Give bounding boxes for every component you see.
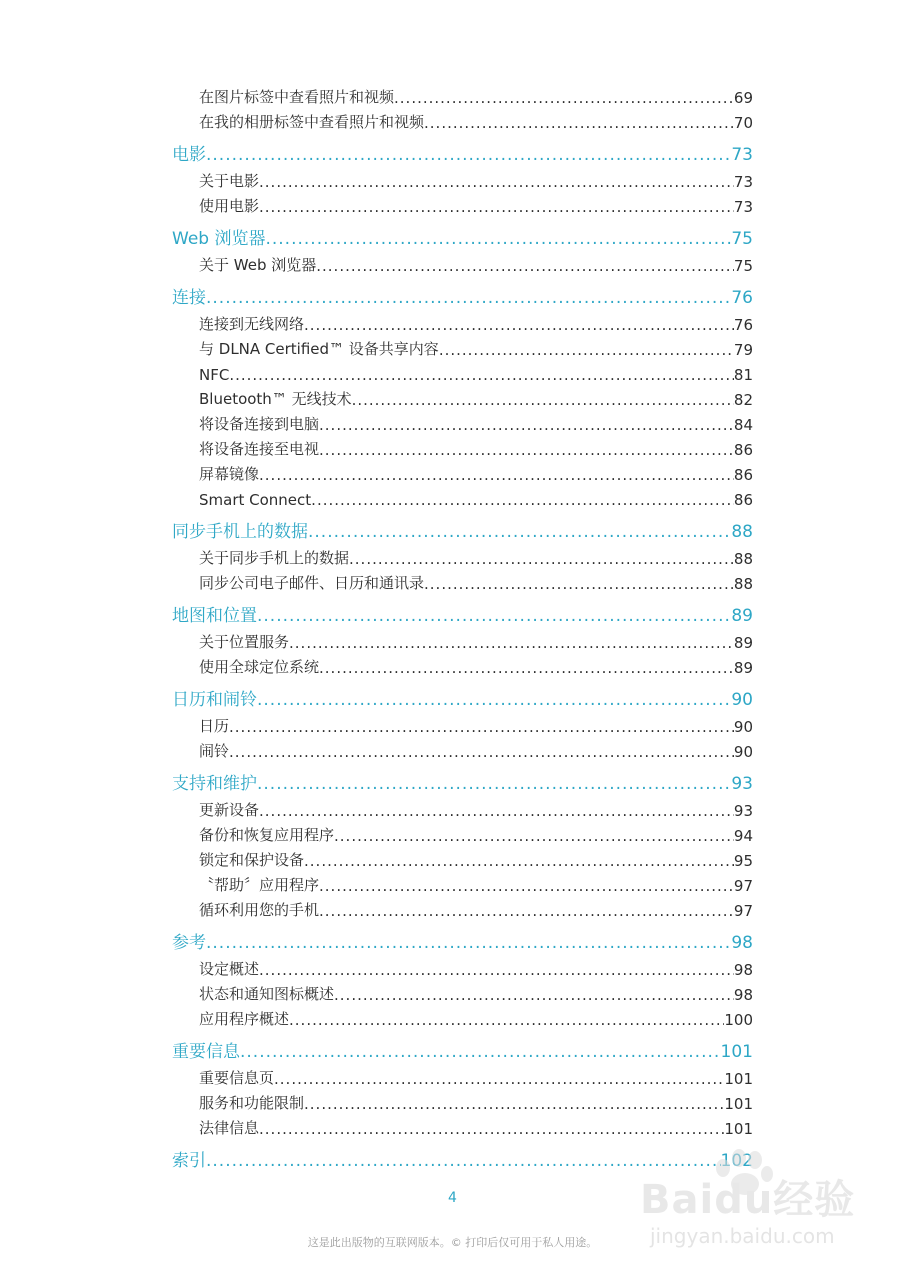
toc-leader-dots <box>334 986 734 1006</box>
toc-entry-label: 重要信息 <box>172 1042 240 1062</box>
toc-leader-dots <box>319 902 734 922</box>
toc-entry-label: Bluetooth™ 无线技术 <box>199 390 352 408</box>
toc-entry-page: 75 <box>733 257 753 275</box>
toc-entry-label: 备份和恢复应用程序 <box>199 826 335 844</box>
watermark-brand: Baidu经验 <box>640 1177 856 1223</box>
toc-leader-dots <box>349 550 734 570</box>
toc-subsection-entry[interactable] <box>0 738 905 763</box>
toc-entry-page: 90 <box>731 690 753 710</box>
toc-leader-dots <box>424 575 734 595</box>
toc-leader-dots <box>311 491 734 511</box>
toc-leader-dots <box>259 802 734 822</box>
toc-leader-dots <box>259 173 734 193</box>
toc-leader-dots <box>240 1042 721 1065</box>
toc-entry-page: 90 <box>733 718 753 736</box>
toc-subsection-entry[interactable] <box>0 654 905 679</box>
toc-entry-label: 关于电影 <box>199 172 260 190</box>
toc-leader-dots <box>304 1095 724 1115</box>
toc-subsection-entry[interactable] <box>0 461 905 486</box>
toc-entry-label: 关于同步手机上的数据 <box>199 549 350 567</box>
toc-entry-page: 93 <box>731 774 753 794</box>
toc-entry-label: 循环利用您的手机 <box>199 901 320 919</box>
toc-leader-dots <box>274 1070 724 1090</box>
toc-entry-label: 将设备连接到电脑 <box>199 415 320 433</box>
toc-section-entry[interactable] <box>0 601 905 629</box>
toc-subsection-entry[interactable] <box>0 1006 905 1031</box>
toc-entry-label: 参考 <box>172 933 206 953</box>
toc-section-entry[interactable] <box>0 283 905 311</box>
toc-entry-label: 在图片标签中查看照片和视频 <box>199 88 395 106</box>
toc-entry-label: 电影 <box>172 145 206 165</box>
toc-section-entry[interactable] <box>0 224 905 252</box>
toc-entry-label: 使用全球定位系统 <box>199 658 320 676</box>
baidu-watermark <box>640 1148 890 1278</box>
toc-entry-page: 97 <box>733 902 753 920</box>
toc-leader-dots <box>206 145 731 168</box>
toc-entry-page: 86 <box>733 491 753 509</box>
toc-leader-dots <box>308 522 731 545</box>
toc-entry-page: 79 <box>733 341 753 359</box>
toc-entry-label: 应用程序概述 <box>199 1010 290 1028</box>
toc-entry-page: 75 <box>731 229 753 249</box>
toc-entry-label: 〝帮助〞应用程序 <box>199 876 320 894</box>
toc-subsection-entry[interactable] <box>0 386 905 411</box>
toc-entry-page: 98 <box>733 986 753 1004</box>
toc-subsection-entry[interactable] <box>0 629 905 654</box>
toc-entry-page: 97 <box>733 877 753 895</box>
toc-entry-label: 在我的相册标签中查看照片和视频 <box>199 113 425 131</box>
toc-subsection-entry[interactable] <box>0 897 905 922</box>
toc-entry-label: 连接到无线网络 <box>199 315 305 333</box>
toc-entry-page: 89 <box>731 606 753 626</box>
toc-leader-dots <box>229 718 734 738</box>
toc-entry-label: 屏幕镜像 <box>199 465 260 483</box>
toc-entry-page: 81 <box>733 366 753 384</box>
toc-subsection-entry[interactable] <box>0 193 905 218</box>
toc-entry-page: 86 <box>733 441 753 459</box>
toc-leader-dots <box>352 391 734 411</box>
toc-subsection-entry[interactable] <box>0 713 905 738</box>
toc-subsection-entry[interactable] <box>0 486 905 511</box>
toc-entry-page: 73 <box>733 198 753 216</box>
toc-entry-page: 88 <box>733 575 753 593</box>
toc-entry-label: 将设备连接至电视 <box>199 440 320 458</box>
toc-entry-label: Web 浏览器 <box>172 229 266 249</box>
toc-entry-page: 101 <box>724 1070 753 1088</box>
toc-entry-label: 闹铃 <box>199 742 230 760</box>
toc-entry-label: 法律信息 <box>199 1119 260 1137</box>
toc-leader-dots <box>289 1011 724 1031</box>
toc-entry-label: 索引 <box>172 1151 206 1171</box>
toc-subsection-entry[interactable] <box>0 797 905 822</box>
toc-leader-dots <box>289 634 734 654</box>
toc-entry-label: 日历和闹铃 <box>172 690 257 710</box>
toc-entry-page: 100 <box>724 1011 753 1029</box>
toc-entry-label: 同步手机上的数据 <box>172 522 308 542</box>
toc-entry-label: 支持和维护 <box>172 774 257 794</box>
toc-leader-dots <box>319 659 734 679</box>
toc-leader-dots <box>304 316 734 336</box>
toc-subsection-entry[interactable] <box>0 822 905 847</box>
toc-leader-dots <box>265 229 731 252</box>
toc-entry-page: 94 <box>733 827 753 845</box>
toc-leader-dots <box>319 877 734 897</box>
toc-entry-page: 73 <box>731 145 753 165</box>
toc-entry-page: 76 <box>731 288 753 308</box>
toc-entry-label: 同步公司电子邮件、日历和通讯录 <box>199 574 425 592</box>
toc-subsection-entry[interactable] <box>0 84 905 109</box>
toc-section-entry[interactable] <box>0 769 905 797</box>
toc-leader-dots <box>334 827 734 847</box>
toc-entry-label: 与 DLNA Certified™ 设备共享内容 <box>199 340 439 358</box>
toc-entry-page: 88 <box>733 550 753 568</box>
toc-leader-dots <box>439 341 734 361</box>
toc-entry-label: 日历 <box>199 717 230 735</box>
toc-entry-page: 82 <box>733 391 753 409</box>
toc-subsection-entry[interactable] <box>0 361 905 386</box>
toc-leader-dots <box>257 690 731 713</box>
toc-leader-dots <box>229 743 734 763</box>
toc-entry-page: 93 <box>733 802 753 820</box>
toc-leader-dots <box>259 466 734 486</box>
toc-entry-label: 更新设备 <box>199 801 260 819</box>
toc-entry-page: 89 <box>733 659 753 677</box>
toc-entry-page: 101 <box>720 1042 753 1062</box>
toc-entry-page: 98 <box>733 961 753 979</box>
toc-leader-dots <box>319 441 734 461</box>
toc-entry-page: 76 <box>733 316 753 334</box>
toc-entry-page: 101 <box>724 1120 753 1138</box>
toc-leader-dots <box>259 198 734 218</box>
toc-entry-page: 98 <box>731 933 753 953</box>
toc-entry-page: 86 <box>733 466 753 484</box>
toc-leader-dots <box>316 257 734 277</box>
table-of-contents <box>0 84 905 1174</box>
toc-subsection-entry[interactable] <box>0 252 905 277</box>
toc-subsection-entry[interactable] <box>0 1115 905 1140</box>
toc-entry-label: 锁定和保护设备 <box>199 851 305 869</box>
toc-subsection-entry[interactable] <box>0 311 905 336</box>
toc-entry-label: 关于位置服务 <box>199 633 290 651</box>
toc-leader-dots <box>229 366 734 386</box>
toc-leader-dots <box>206 288 731 311</box>
watermark-url: jingyan.baidu.com <box>650 1224 835 1248</box>
toc-leader-dots <box>259 961 734 981</box>
toc-subsection-entry[interactable] <box>0 336 905 361</box>
toc-section-entry[interactable] <box>0 517 905 545</box>
toc-entry-page: 95 <box>733 852 753 870</box>
toc-section-entry[interactable] <box>0 1037 905 1065</box>
toc-entry-label: 连接 <box>172 288 206 308</box>
toc-entry-label: 重要信息页 <box>199 1069 275 1087</box>
page-number: 4 <box>448 1190 457 1206</box>
toc-leader-dots <box>424 114 734 134</box>
toc-leader-dots <box>257 774 731 797</box>
toc-leader-dots <box>257 606 731 629</box>
footer-note: 这是此出版物的互联网版本。© 打印后仅可用于私人用途。 <box>307 1236 598 1249</box>
toc-leader-dots <box>319 416 734 436</box>
toc-entry-label: 地图和位置 <box>172 606 257 626</box>
toc-section-entry[interactable] <box>0 140 905 168</box>
toc-subsection-entry[interactable] <box>0 545 905 570</box>
toc-section-entry[interactable] <box>0 928 905 956</box>
toc-leader-dots <box>394 89 734 109</box>
toc-entry-label: 设定概述 <box>199 960 260 978</box>
toc-entry-label: Smart Connect <box>199 491 312 509</box>
toc-subsection-entry[interactable] <box>0 411 905 436</box>
toc-entry-page: 89 <box>733 634 753 652</box>
toc-section-entry[interactable] <box>0 685 905 713</box>
toc-entry-label: 状态和通知图标概述 <box>199 985 335 1003</box>
toc-subsection-entry[interactable] <box>0 109 905 134</box>
toc-subsection-entry[interactable] <box>0 981 905 1006</box>
toc-entry-page: 88 <box>731 522 753 542</box>
toc-entry-page: 90 <box>733 743 753 761</box>
toc-entry-page: 101 <box>724 1095 753 1113</box>
toc-subsection-entry[interactable] <box>0 872 905 897</box>
toc-entry-label: 使用电影 <box>199 197 260 215</box>
toc-leader-dots <box>259 1120 724 1140</box>
toc-leader-dots <box>304 852 734 872</box>
toc-entry-page: 84 <box>733 416 753 434</box>
toc-subsection-entry[interactable] <box>0 847 905 872</box>
toc-subsection-entry[interactable] <box>0 956 905 981</box>
toc-entry-page: 73 <box>733 173 753 191</box>
toc-subsection-entry[interactable] <box>0 570 905 595</box>
toc-entry-label: NFC <box>199 366 230 384</box>
toc-leader-dots <box>206 933 731 956</box>
toc-subsection-entry[interactable] <box>0 1065 905 1090</box>
toc-subsection-entry[interactable] <box>0 168 905 193</box>
toc-subsection-entry[interactable] <box>0 436 905 461</box>
toc-entry-page: 70 <box>733 114 753 132</box>
toc-entry-page: 69 <box>733 89 753 107</box>
toc-subsection-entry[interactable] <box>0 1090 905 1115</box>
toc-entry-label: 服务和功能限制 <box>199 1094 305 1112</box>
toc-entry-label: 关于 Web 浏览器 <box>199 256 317 274</box>
